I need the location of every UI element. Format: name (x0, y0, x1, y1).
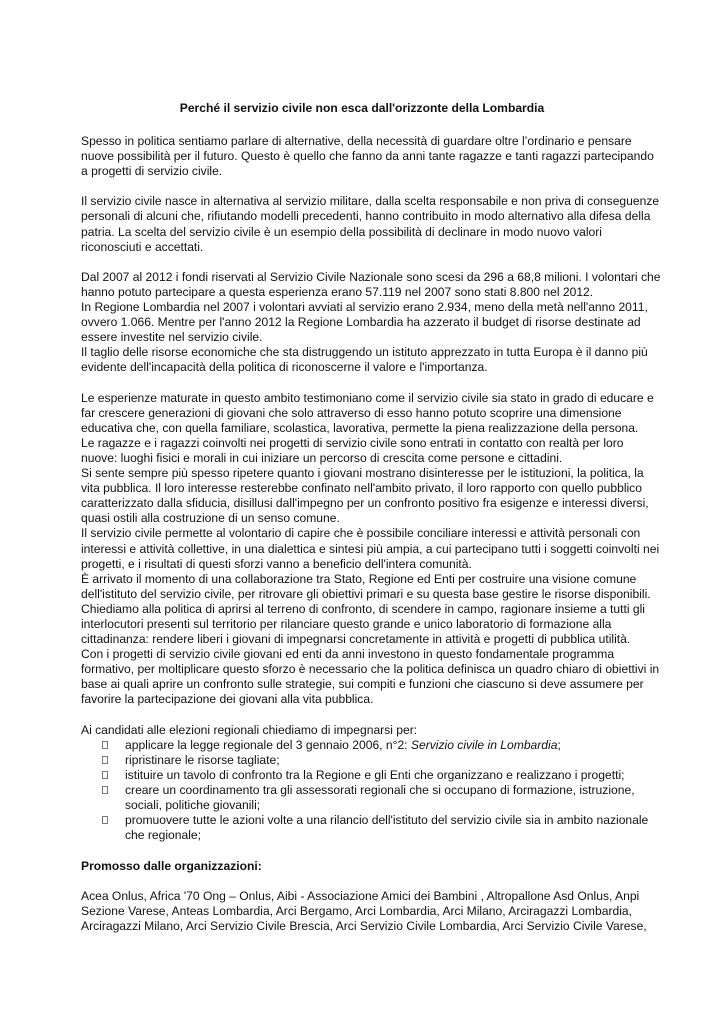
document-body (81, 134, 661, 934)
paragraph-candidates: Ai candidati alle elezioni regionali chiediamo di impegnarsi per: (81, 722, 418, 737)
list-item (81, 813, 661, 843)
paragraph-politics-request: Chiediamo alla politica di aprirsi al terreno di confronto, di scendere in campo, ragionare insieme a tutti gli interlocutori presenti sul territorio per rilanciare questo grande e unico laboratorio di formazione alla cittadinanza: rendere liberi i giovani di impegnarsi concretamente in attività e progetti di pubblica utilità. (81, 601, 645, 647)
list-item (81, 753, 661, 768)
document-title: Perché il servizio civile non esca dall'orizzonte della Lombardia (179, 101, 545, 115)
paragraph-cuts: Il taglio delle risorse economiche che sta distruggendo un istituto apprezzato in tutta Europa è il danno più evidente dell'incapacità della politica di riconoscerne il valore e l'importanza. (81, 345, 648, 375)
paragraph-youth-contact: Le ragazze e i ragazzi coinvolti nei progetti di servizio civile sono entrati in contatto con realtà per loro nuove: luoghi fisici e morali in cui iniziare un percorso di crescita come persone e cittadini. (81, 435, 624, 465)
paragraph-lombardia-volunteers: In Regione Lombardia nel 2007 i volontari avviati al servizio erano 2.934, meno della metà nell'anno 2011, ovvero 1.066. Mentre per l'anno 2012 la Regione Lombardia ha azzerato il budget di risorse destinate ad essere investite nel servizio civile. (81, 300, 648, 345)
list-item-text: ripristinare le risorse tagliate; (125, 752, 280, 767)
list-item-text: applicare la legge regionale del 3 gennaio 2006, n°2: (125, 737, 411, 752)
paragraph-framework: Con i progetti di servizio civile giovani ed enti da anni investono in questo fondamentale programma formativo, per moltiplicare questo sforzo è necessario che la politica definisca un quadro chiaro di obiettivi in base ai quali aprire un confronto sulle strategie, sui compiti e funzioni che ciascuno si deve assumere per favorire la partecipazione dei giovani alla vita pubblica. (81, 647, 660, 707)
list-item (81, 768, 661, 783)
bullet-box-icon (102, 771, 108, 779)
paragraph-disinterest: Si sente sempre più spesso ripetere quanto i giovani mostrano disinteresse per le istituzioni, la politica, la vita pubblica. Il loro interesse resterebbe confinato nell'ambito privato, il loro rapporto con quello pubblico caratterizzato dalla sfiducia, disillusi dall'impegno per un confronto positivo fra esigenze e interessi diversi, quasi ostili alla costruzione di un senso comune. (81, 466, 649, 526)
promoters-heading: Promosso dalle organizzazioni: (81, 858, 262, 873)
promoters-list: Acea Onlus, Africa '70 Ong – Onlus, Aibi - Associazione Amici dei Bambini , Altropallone Asd Onlus, Anpi Sezione Varese, Anteas Lombardia, Arci Bergamo, Arci Lombardia, Arci Milano, Arciragazzi Lombardia, Arciragazzi Milano, Arci Servizio Civile Brescia, Arci Servizio Civile Lombardia, Arci Servizio Civile Varese, (81, 888, 647, 933)
commitments-list (81, 738, 661, 844)
list-item-punct: ; (557, 737, 561, 752)
list-item-text: creare un coordinamento tra gli assessorati regionali che si occupano di formazione, istruzione, sociali, politiche giovanili; (125, 783, 635, 813)
paragraph-conciliate: Il servizio civile permette al volontario di capire che è possibile conciliare interessi e attività personali con interessi e attività collettive, in una dialettica e sintesi più ampia, a cui partecipano tutti i soggetti coinvolti nei progetti, e i risultati di questi sforzi vanno a beneficio dell'intera comunità. (81, 526, 660, 571)
paragraph-experiences: Le esperienze maturate in questo ambito testimoniano come il servizio civile sia stato in grado di educare e far crescere generazioni di giovani che solo attraverso di esso hanno potuto scoprire una dimensione educativa che, con quella familiare, scolastica, lavorativa, permette la piena realizzazione della persona. (81, 390, 654, 435)
bullet-box-icon (102, 756, 108, 764)
list-item-text: istituire un tavolo di confronto tra la Regione e gli Enti che organizzano e realizzano i progetti; (125, 767, 625, 782)
paragraph-funds: Dal 2007 al 2012 i fondi riservati al Servizio Civile Nazionale sono scesi da 296 a 68,8 milioni. I volontari che hanno potuto partecipare a questa esperienza erano 57.119 nel 2007 sono stati 8.800 nel 2012. (81, 269, 661, 299)
bullet-box-icon (102, 786, 108, 794)
list-item (81, 738, 661, 753)
paragraph-collaboration: È arrivato il momento di una collaborazione tra Stato, Regione ed Enti per costruire una visione comune dell'istituto del servizio civile, per ritrovare gli obiettivi primari e su questa base gestire le risorse disponibili. (81, 571, 651, 601)
law-title: Servizio civile in Lombardia (410, 737, 558, 752)
list-item-text: promuovere tutte le azioni volte a una rilancio dell'istituto del servizio civile sia in ambito nazionale che regionale; (125, 813, 649, 843)
paragraph-origin: Il servizio civile nasce in alternativa al servizio militare, dalla scelta responsabile e non priva di conseguenze personali di alcuni che, rifiutando modelli precedenti, hanno contribuito in modo alternativo alla difesa della patria. La scelta del servizio civile è un esempio della possibilità di declinare in modo nuovo valori riconosciuti e accettati. (81, 194, 660, 254)
bullet-box-icon (102, 741, 108, 749)
paragraph-intro: Spesso in politica sentiamo parlare di alternative, della necessità di guardare oltre l’ordinario e pensare nuove possibilità per il futuro. Questo è quello che fanno da anni tante ragazze e tanti ragazzi partecipando a progetti di servizio civile. (81, 134, 654, 179)
bullet-box-icon (102, 816, 108, 824)
list-item (81, 783, 661, 813)
